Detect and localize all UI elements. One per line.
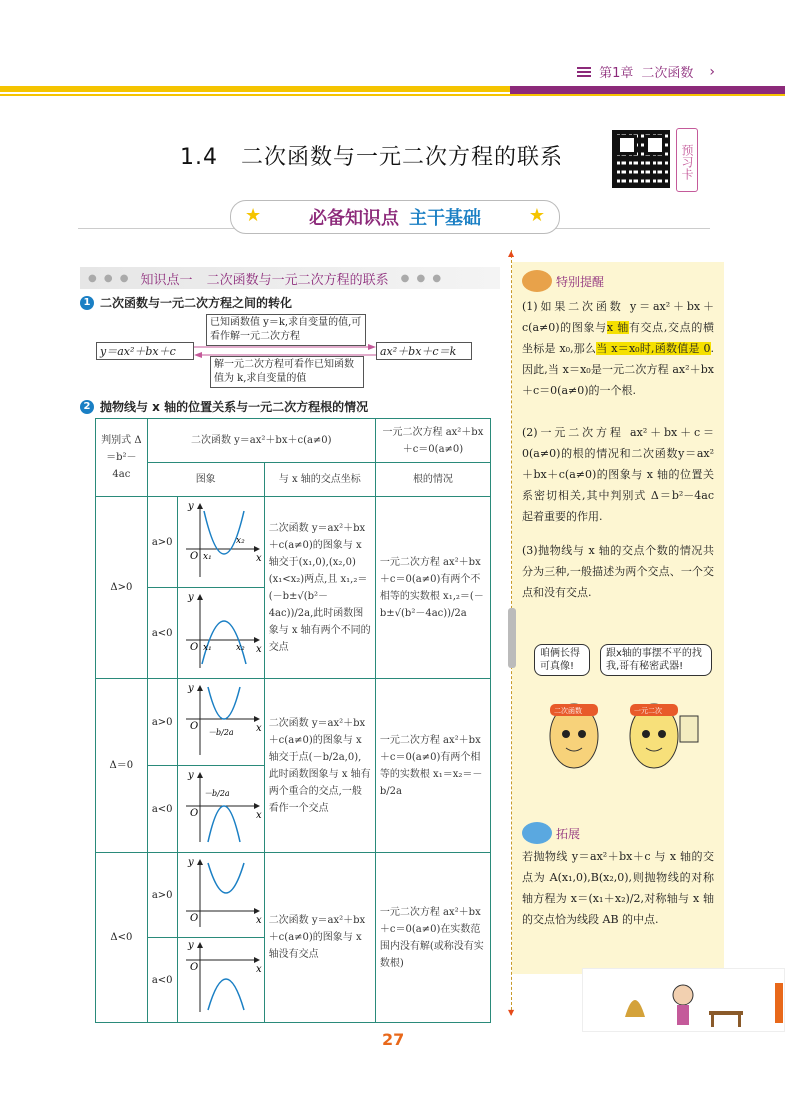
header-graph: 图象 xyxy=(147,463,264,497)
mascot-icon xyxy=(522,270,552,292)
axis-y-label: y xyxy=(187,770,194,781)
a-condition: a<0 xyxy=(147,588,177,679)
coords-description: 二次函数 y＝ax²＋bx＋c(a≠0)的图象与 x 轴交于(x₁,0),(x₂,0)(x₁<x₂)两点,且 x₁,₂＝(－b±√(b²－4ac))/2a,此时函数图象与 x 轴有两个不同的交点 xyxy=(264,497,375,679)
star-icon: ★ xyxy=(528,205,545,226)
axis-x-label: x xyxy=(255,553,262,564)
knowledge-point-bar xyxy=(80,267,500,289)
axis-x-label: x xyxy=(255,810,262,821)
extension-text: 若抛物线 y＝ax²＋bx＋c 与 x 轴的交点为 A(x₁,0),B(x₂,0),则抛物线的对称轴方程为 x＝(x₁＋x₂)/2,对称轴与 x 轴的交点恰为线段 AB 的中点. xyxy=(522,850,714,926)
section-banner xyxy=(230,200,560,234)
footer-illustration xyxy=(582,968,785,1032)
origin-label: O xyxy=(189,913,198,924)
a-condition: a>0 xyxy=(147,853,177,938)
number-badge: 2 xyxy=(80,400,94,414)
conversion-right-box: ax²＋bx＋c＝k xyxy=(376,342,472,360)
graph-cell xyxy=(177,588,264,679)
graph-cell xyxy=(177,938,264,1023)
dots-decoration: ● ● ● xyxy=(88,272,131,284)
x1-label: x₁ xyxy=(202,552,212,562)
axis-y-label: y xyxy=(187,683,194,694)
header-stripe-accent xyxy=(510,86,785,94)
header-equation: 一元二次方程 ax²＋bx＋c＝0(a≠0) xyxy=(375,419,490,463)
a-condition: a>0 xyxy=(147,679,177,766)
header-discriminant: 判别式 Δ＝b²－4ac xyxy=(96,419,148,497)
tip1-part-b: 有交点,交点的横坐标是 x₀,那么 xyxy=(522,321,714,355)
tip-text-3: (3)抛物线与 x 轴的交点个数的情况共分为三种,一般描述为两个交点、一个交点和没有交点. xyxy=(522,544,714,599)
coords-description: 二次函数 y＝ax²＋bx＋c(a≠0)的图象与 x 轴没有交点 xyxy=(264,853,375,1023)
page-title: 1.4 二次函数与一元二次方程的联系 xyxy=(180,145,563,170)
star-icon: ★ xyxy=(245,205,262,226)
vertex-label: －b/2a xyxy=(207,728,234,737)
tip1-highlight-1: x 轴 xyxy=(606,321,629,334)
classroom-illustration xyxy=(583,969,783,1031)
vertex-label: －b/2a xyxy=(203,789,230,798)
roots-description: 一元二次方程 ax²＋bx＋c＝0(a≠0)有两个不相等的实数根 x₁,₂＝(－b±√(b²－4ac))/2a xyxy=(375,497,490,679)
tip-text-2: (2)一元二次方程 ax²＋bx＋c＝0(a≠0)的根的情况和二次函数y＝ax²＋bx＋c(a≠0)的图象与 x 轴的位置关系密切相关,其中判别式 Δ＝b²－4ac 起着重要的作用. xyxy=(522,426,714,523)
tip1-part-a: (1)如果二次函数 y＝ax²＋bx＋c(a≠0)的图象与 xyxy=(522,300,714,334)
header-roots: 根的情况 xyxy=(375,463,490,497)
header-function: 二次函数 y＝ax²＋bx＋c(a≠0) xyxy=(147,419,375,463)
kp-title: 二次函数与一元二次方程的联系 xyxy=(206,272,389,288)
x2-label: x₂ xyxy=(235,643,245,653)
axis-x-label: x xyxy=(255,644,262,655)
preview-card-tag: 预习卡 xyxy=(676,128,698,192)
tip-text-1 xyxy=(522,296,714,401)
extension-title: 拓展 xyxy=(556,826,581,841)
speech-bubble-2: 跟x轴的事摆不平的找我,哥有秘密武器! xyxy=(600,644,712,676)
chapter-nav[interactable] xyxy=(577,62,715,81)
a-condition: a<0 xyxy=(147,938,177,1023)
tip1-part-c: .因此,当 x＝x₀是一元二次方程 ax²＋bx＋c＝0(a≠0)的一个根. xyxy=(522,342,714,397)
origin-label: O xyxy=(189,962,198,973)
item-text: 抛物线与 x 轴的位置关系与一元二次方程根的情况 xyxy=(100,400,369,414)
list-icon xyxy=(577,66,591,78)
axis-y-label: y xyxy=(187,857,194,868)
table-row xyxy=(96,679,491,766)
graph-cell xyxy=(177,497,264,588)
axis-y-label: y xyxy=(187,592,194,603)
rule-arrow-down-icon: ▼ xyxy=(508,1008,515,1017)
parabola-up-no-root xyxy=(178,853,264,931)
graph-cell xyxy=(177,853,264,938)
cartoon-illustration xyxy=(520,678,716,790)
origin-label: O xyxy=(189,551,198,562)
scroll-tab[interactable] xyxy=(508,608,516,668)
banner-part1: 必备知识点 xyxy=(309,208,399,229)
parabola-down-two-roots xyxy=(178,588,264,672)
kp-label: 知识点一 xyxy=(140,272,193,288)
conversion-top-box: 已知函数值 y＝k,求自变量的值,可看作解一元二次方程 xyxy=(206,314,366,346)
a-condition: a>0 xyxy=(147,497,177,588)
discriminant-cell: Δ＝0 xyxy=(96,679,148,853)
roots-description: 一元二次方程 ax²＋bx＋c＝0(a≠0)有两个相等的实数根 x₁＝x₂＝－b/2a xyxy=(375,679,490,853)
origin-label: O xyxy=(189,808,198,819)
rule-arrow-up-icon: ▲ xyxy=(508,249,515,258)
banner-part2: 主干基础 xyxy=(409,208,481,229)
header-coords: 与 x 轴的交点坐标 xyxy=(264,463,375,497)
mascot2-label: 一元二次 xyxy=(634,707,662,715)
tip-title: 特别提醒 xyxy=(556,274,605,289)
conversion-left-box: y＝ax²＋bx＋c xyxy=(96,342,194,360)
x1-label: x₁ xyxy=(202,643,212,653)
dots-decoration: ● ● ● xyxy=(400,272,444,284)
item-text: 二次函数与一元二次方程之间的转化 xyxy=(100,296,293,310)
discriminant-cell: Δ>0 xyxy=(96,497,148,679)
header-stripe-thin xyxy=(0,94,785,96)
table-row xyxy=(96,853,491,938)
axis-x-label: x xyxy=(255,915,262,926)
parabola-down-no-root xyxy=(178,938,264,1016)
a-condition: a<0 xyxy=(147,766,177,853)
discriminant-cell: Δ<0 xyxy=(96,853,148,1023)
parabola-up-one-root xyxy=(178,679,264,759)
parabola-down-one-root xyxy=(178,766,264,846)
axis-x-label: x xyxy=(255,723,262,734)
page-number: 27 xyxy=(382,1030,405,1049)
x2-label: x₂ xyxy=(235,536,245,546)
tip1-highlight-2: 当 x＝x₀时,函数值是 0 xyxy=(596,342,711,355)
axis-x-label: x xyxy=(255,964,262,975)
conversion-bottom-box: 解一元二次方程可看作已知函数值为 k,求自变量的值 xyxy=(210,356,364,388)
origin-label: O xyxy=(189,642,198,653)
chapter-label: 第1章 xyxy=(599,66,634,81)
coords-description: 二次函数 y＝ax²＋bx＋c(a≠0)的图象与 x 轴交于点(－b/2a,0),此时函数图象与 x 轴有两个重合的交点,一般看作一个交点 xyxy=(264,679,375,853)
tip-heading xyxy=(522,270,604,292)
elephant-mascot-icon xyxy=(522,822,552,844)
parabola-up-two-roots xyxy=(178,497,264,581)
table-row xyxy=(96,497,491,588)
speech-bubble-1: 咱俩长得可真像! xyxy=(534,644,590,676)
qr-code-icon[interactable] xyxy=(612,130,670,188)
discriminant-table xyxy=(95,418,491,1023)
roots-description: 一元二次方程 ax²＋bx＋c＝0(a≠0)在实数范围内没有解(或称没有实数根) xyxy=(375,853,490,1023)
graph-cell xyxy=(177,766,264,853)
origin-label: O xyxy=(189,721,198,732)
number-badge: 1 xyxy=(80,296,94,310)
chapter-title: 二次函数 xyxy=(641,66,694,81)
item-heading-1 xyxy=(80,294,292,311)
axis-y-label: y xyxy=(187,501,194,512)
graph-cell xyxy=(177,679,264,766)
mascot1-label: 二次函数 xyxy=(554,707,582,715)
chevron-right-icon[interactable]: › xyxy=(709,63,715,80)
extension-heading xyxy=(522,822,580,844)
axis-y-label: y xyxy=(187,940,194,951)
item-heading-2 xyxy=(80,398,368,415)
